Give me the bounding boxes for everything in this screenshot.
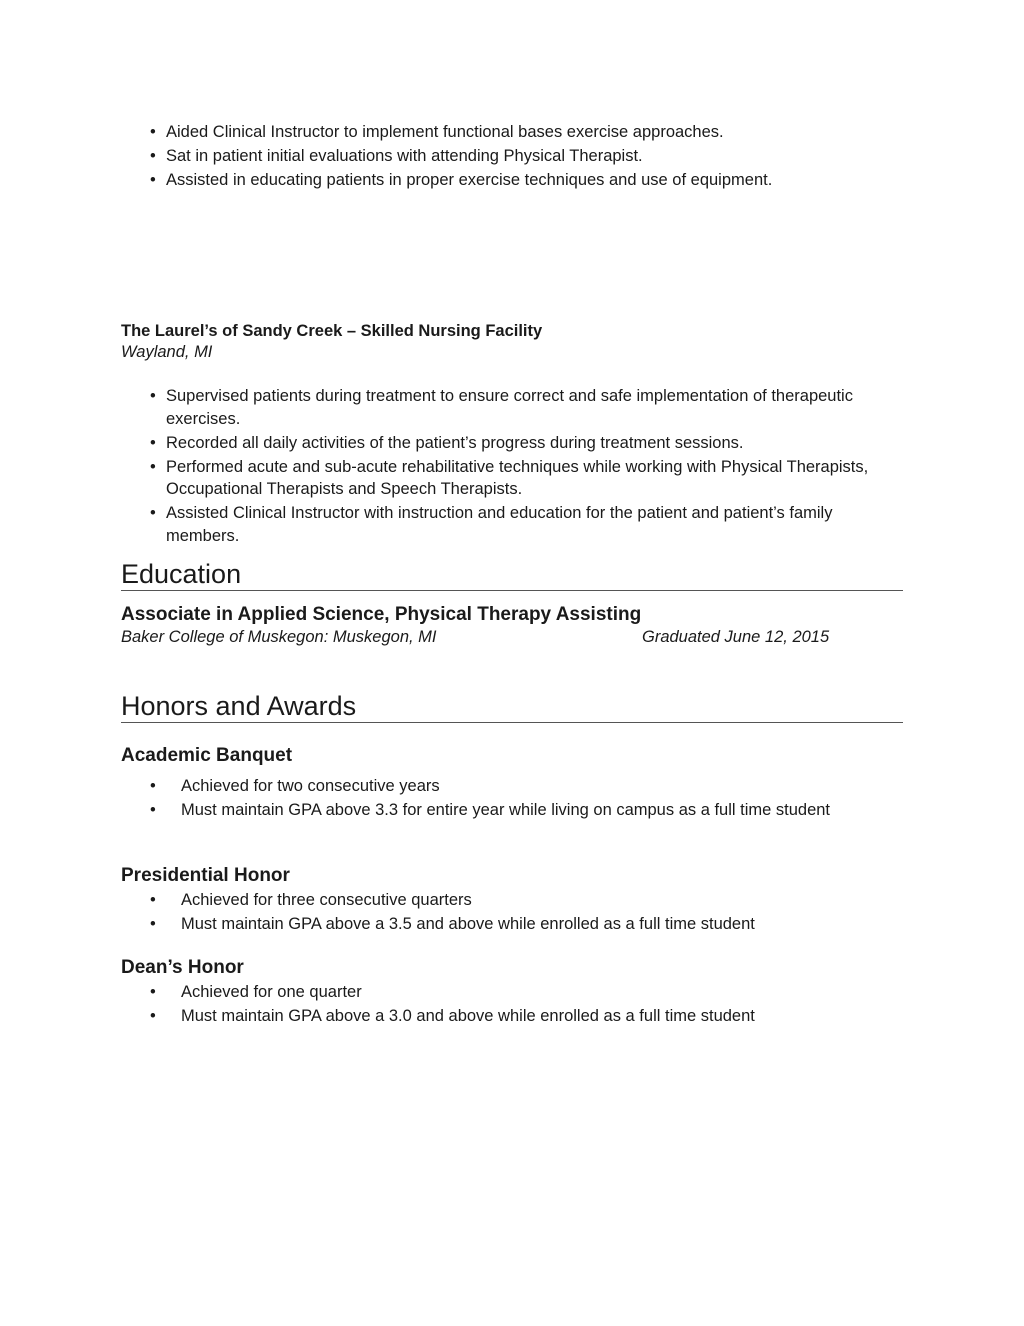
education-heading: Education — [121, 559, 903, 591]
bullet-icon: • — [150, 1007, 156, 1025]
award-bullets-presidential-honor — [150, 889, 870, 937]
list-item: • Aided Clinical Instructor to implement functional bases exercise approaches. — [150, 121, 870, 144]
award-bullets-academic-banquet — [150, 775, 870, 823]
list-item: • Achieved for two consecutive years — [150, 775, 870, 798]
award-title-presidential-honor: Presidential Honor — [121, 865, 290, 886]
employer-location: Wayland, MI — [121, 343, 213, 361]
experience-laurels-header — [121, 321, 881, 362]
list-item: • Assisted Clinical Instructor with instruction and education for the patient and patient’s family members. — [150, 504, 833, 545]
employer-title: The Laurel’s of Sandy Creek – Skilled Nursing Facility — [121, 322, 543, 340]
bullet-icon: • — [150, 171, 156, 189]
degree-title: Associate in Applied Science, Physical Therapy Assisting — [121, 604, 642, 625]
school-name: Baker College of Muskegon: Muskegon, MI — [121, 628, 437, 646]
bullet-icon: • — [150, 457, 156, 476]
list-item: • Assisted in educating patients in proper exercise techniques and use of equipment. — [150, 169, 870, 192]
bullet-icon: • — [150, 123, 156, 141]
honors-heading: Honors and Awards — [121, 691, 903, 723]
experience-top-bullets — [150, 121, 870, 193]
bullet-icon: • — [150, 801, 156, 819]
list-item: • Achieved for three consecutive quarters — [150, 889, 870, 912]
list-item: • Must maintain GPA above a 3.0 and above while enrolled as a full time student — [150, 1005, 870, 1028]
award-bullets-deans-honor — [150, 981, 870, 1029]
bullet-icon: • — [150, 777, 156, 795]
bullet-icon: • — [150, 433, 156, 452]
experience-laurels-bullets — [150, 385, 870, 549]
award-title-deans-honor: Dean’s Honor — [121, 957, 244, 978]
list-item: • Sat in patient initial evaluations with attending Physical Therapist. — [150, 145, 870, 168]
list-item: • Supervised patients during treatment to ensure correct and safe implementation of therapeutic exercises. — [150, 387, 853, 428]
bullet-icon: • — [150, 915, 156, 933]
list-item: • Recorded all daily activities of the patient’s progress during treatment sessions. — [150, 432, 870, 455]
bullet-icon: • — [150, 891, 156, 909]
graduation-date: Graduated June 12, 2015 — [642, 628, 830, 646]
award-title-academic-banquet: Academic Banquet — [121, 745, 293, 766]
bullet-icon: • — [150, 387, 156, 405]
bullet-icon: • — [150, 504, 156, 522]
list-item: • Performed acute and sub-acute rehabilitative techniques while working with Physical Therapists, Occupational Therapists and Speech Therapists. — [150, 457, 869, 498]
list-item: • Achieved for one quarter — [150, 981, 870, 1004]
list-item: • Must maintain GPA above a 3.5 and above while enrolled as a full time student — [150, 913, 870, 936]
bullet-icon: • — [150, 147, 156, 165]
bullet-icon: • — [150, 983, 156, 1001]
list-item: • Must maintain GPA above 3.3 for entire year while living on campus as a full time student — [150, 799, 870, 822]
